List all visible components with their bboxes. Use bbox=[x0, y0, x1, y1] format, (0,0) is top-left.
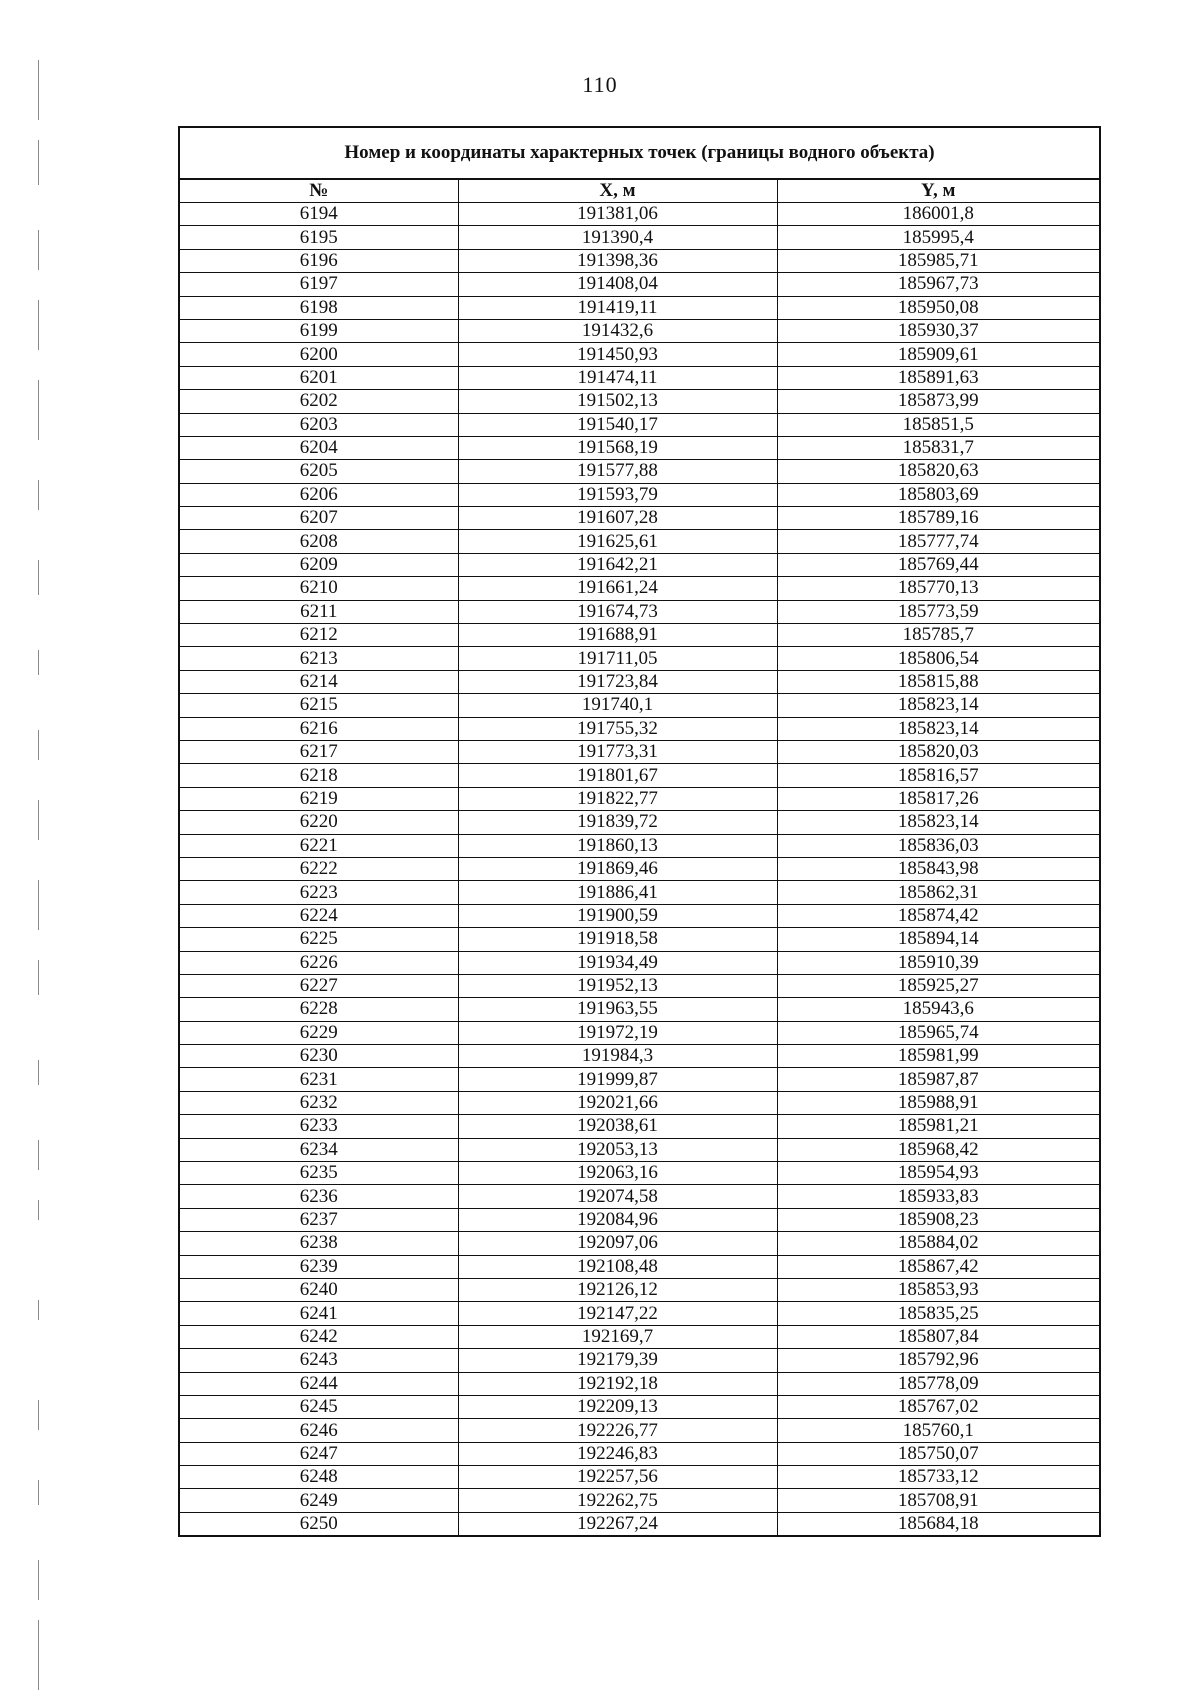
table-row bbox=[179, 1115, 1100, 1138]
coordinates-table bbox=[178, 126, 1101, 1537]
cell-x: 191999,87 bbox=[458, 1068, 777, 1091]
cell-point-number: 6244 bbox=[179, 1372, 458, 1395]
cell-y: 185954,93 bbox=[777, 1162, 1100, 1185]
cell-y: 185891,63 bbox=[777, 366, 1100, 389]
cell-point-number: 6226 bbox=[179, 951, 458, 974]
table-row bbox=[179, 951, 1100, 974]
cell-y: 185820,63 bbox=[777, 460, 1100, 483]
cell-y: 185853,93 bbox=[777, 1278, 1100, 1301]
table-row bbox=[179, 1208, 1100, 1231]
table-row bbox=[179, 366, 1100, 389]
cell-point-number: 6215 bbox=[179, 694, 458, 717]
cell-x: 191419,11 bbox=[458, 296, 777, 319]
scan-artifact-line bbox=[38, 1140, 39, 1170]
table-row bbox=[179, 553, 1100, 576]
cell-y: 185985,71 bbox=[777, 249, 1100, 272]
cell-x: 191963,55 bbox=[458, 998, 777, 1021]
cell-y: 185817,26 bbox=[777, 787, 1100, 810]
scan-artifact-line bbox=[38, 1060, 39, 1085]
cell-x: 191432,6 bbox=[458, 319, 777, 342]
table-row bbox=[179, 436, 1100, 459]
cell-y: 185769,44 bbox=[777, 553, 1100, 576]
table-row bbox=[179, 1489, 1100, 1512]
cell-y: 185773,59 bbox=[777, 600, 1100, 623]
cell-x: 192226,77 bbox=[458, 1419, 777, 1442]
cell-point-number: 6225 bbox=[179, 928, 458, 951]
cell-point-number: 6230 bbox=[179, 1045, 458, 1068]
cell-point-number: 6221 bbox=[179, 834, 458, 857]
cell-point-number: 6204 bbox=[179, 436, 458, 459]
cell-point-number: 6232 bbox=[179, 1091, 458, 1114]
table-row bbox=[179, 343, 1100, 366]
table-row bbox=[179, 998, 1100, 1021]
table-header-row bbox=[179, 179, 1100, 203]
cell-point-number: 6241 bbox=[179, 1302, 458, 1325]
cell-point-number: 6227 bbox=[179, 974, 458, 997]
cell-y: 185806,54 bbox=[777, 647, 1100, 670]
cell-x: 192084,96 bbox=[458, 1208, 777, 1231]
table-row bbox=[179, 319, 1100, 342]
cell-point-number: 6243 bbox=[179, 1349, 458, 1372]
table-row bbox=[179, 857, 1100, 880]
cell-x: 191450,93 bbox=[458, 343, 777, 366]
cell-x: 192126,12 bbox=[458, 1278, 777, 1301]
table-row bbox=[179, 1325, 1100, 1348]
header-number: № bbox=[179, 179, 458, 203]
cell-point-number: 6205 bbox=[179, 460, 458, 483]
cell-x: 191642,21 bbox=[458, 553, 777, 576]
cell-point-number: 6216 bbox=[179, 717, 458, 740]
table-caption: Номер и координаты характерных точек (границы водного объекта) bbox=[179, 127, 1100, 179]
cell-y: 185843,98 bbox=[777, 857, 1100, 880]
table-row bbox=[179, 1232, 1100, 1255]
cell-y: 185733,12 bbox=[777, 1466, 1100, 1489]
cell-y: 185836,03 bbox=[777, 834, 1100, 857]
cell-x: 191474,11 bbox=[458, 366, 777, 389]
cell-x: 192108,48 bbox=[458, 1255, 777, 1278]
cell-x: 191952,13 bbox=[458, 974, 777, 997]
cell-point-number: 6199 bbox=[179, 319, 458, 342]
cell-y: 185789,16 bbox=[777, 507, 1100, 530]
cell-x: 192053,13 bbox=[458, 1138, 777, 1161]
table-row bbox=[179, 249, 1100, 272]
scan-artifact-line bbox=[38, 140, 39, 185]
cell-y: 185820,03 bbox=[777, 740, 1100, 763]
cell-point-number: 6198 bbox=[179, 296, 458, 319]
cell-x: 191568,19 bbox=[458, 436, 777, 459]
table-row bbox=[179, 1138, 1100, 1161]
cell-x: 191674,73 bbox=[458, 600, 777, 623]
scan-artifact-line bbox=[38, 480, 39, 510]
cell-y: 185807,84 bbox=[777, 1325, 1100, 1348]
cell-x: 192209,13 bbox=[458, 1395, 777, 1418]
cell-x: 191918,58 bbox=[458, 928, 777, 951]
cell-y: 185910,39 bbox=[777, 951, 1100, 974]
scan-artifact-line bbox=[38, 1300, 39, 1320]
cell-x: 191408,04 bbox=[458, 273, 777, 296]
scan-artifact-line bbox=[38, 1480, 39, 1505]
cell-y: 185988,91 bbox=[777, 1091, 1100, 1114]
table-row bbox=[179, 811, 1100, 834]
cell-point-number: 6223 bbox=[179, 881, 458, 904]
table-row bbox=[179, 1045, 1100, 1068]
scan-artifact-line bbox=[38, 1200, 39, 1220]
cell-x: 191972,19 bbox=[458, 1021, 777, 1044]
table-row bbox=[179, 1278, 1100, 1301]
header-x: X, м bbox=[458, 179, 777, 203]
cell-y: 185995,4 bbox=[777, 226, 1100, 249]
cell-x: 191822,77 bbox=[458, 787, 777, 810]
cell-x: 191502,13 bbox=[458, 390, 777, 413]
cell-point-number: 6201 bbox=[179, 366, 458, 389]
table-row bbox=[179, 1185, 1100, 1208]
cell-y: 185873,99 bbox=[777, 390, 1100, 413]
page-number: 110 bbox=[582, 72, 618, 97]
cell-point-number: 6222 bbox=[179, 857, 458, 880]
cell-x: 191625,61 bbox=[458, 530, 777, 553]
cell-y: 185760,1 bbox=[777, 1419, 1100, 1442]
cell-x: 191577,88 bbox=[458, 460, 777, 483]
cell-y: 185831,7 bbox=[777, 436, 1100, 459]
cell-y: 185816,57 bbox=[777, 764, 1100, 787]
cell-x: 192074,58 bbox=[458, 1185, 777, 1208]
cell-point-number: 6206 bbox=[179, 483, 458, 506]
scan-artifact-line bbox=[38, 1400, 39, 1430]
cell-point-number: 6242 bbox=[179, 1325, 458, 1348]
cell-y: 185943,6 bbox=[777, 998, 1100, 1021]
cell-point-number: 6195 bbox=[179, 226, 458, 249]
cell-x: 191934,49 bbox=[458, 951, 777, 974]
cell-point-number: 6224 bbox=[179, 904, 458, 927]
table-row bbox=[179, 881, 1100, 904]
cell-point-number: 6249 bbox=[179, 1489, 458, 1512]
cell-point-number: 6250 bbox=[179, 1512, 458, 1536]
table-row bbox=[179, 1302, 1100, 1325]
cell-point-number: 6213 bbox=[179, 647, 458, 670]
cell-y: 185823,14 bbox=[777, 694, 1100, 717]
cell-point-number: 6240 bbox=[179, 1278, 458, 1301]
cell-y: 185909,61 bbox=[777, 343, 1100, 366]
table-row bbox=[179, 1349, 1100, 1372]
table-row bbox=[179, 390, 1100, 413]
scan-artifact-line bbox=[38, 300, 39, 350]
cell-point-number: 6229 bbox=[179, 1021, 458, 1044]
scan-artifact-line bbox=[38, 960, 39, 995]
scan-artifact-line bbox=[38, 650, 39, 675]
cell-point-number: 6239 bbox=[179, 1255, 458, 1278]
cell-y: 185987,87 bbox=[777, 1068, 1100, 1091]
cell-y: 185981,99 bbox=[777, 1045, 1100, 1068]
table-row bbox=[179, 1091, 1100, 1114]
table-row bbox=[179, 1372, 1100, 1395]
cell-y: 185925,27 bbox=[777, 974, 1100, 997]
table-row bbox=[179, 1419, 1100, 1442]
cell-point-number: 6237 bbox=[179, 1208, 458, 1231]
cell-x: 191886,41 bbox=[458, 881, 777, 904]
cell-y: 185884,02 bbox=[777, 1232, 1100, 1255]
cell-y: 185823,14 bbox=[777, 717, 1100, 740]
cell-y: 185803,69 bbox=[777, 483, 1100, 506]
cell-point-number: 6231 bbox=[179, 1068, 458, 1091]
cell-y: 185708,91 bbox=[777, 1489, 1100, 1512]
cell-x: 191398,36 bbox=[458, 249, 777, 272]
table-row bbox=[179, 647, 1100, 670]
table-row bbox=[179, 1255, 1100, 1278]
cell-y: 185851,5 bbox=[777, 413, 1100, 436]
cell-y: 185823,14 bbox=[777, 811, 1100, 834]
cell-y: 185684,18 bbox=[777, 1512, 1100, 1536]
cell-x: 191540,17 bbox=[458, 413, 777, 436]
cell-y: 185874,42 bbox=[777, 904, 1100, 927]
table-row bbox=[179, 1512, 1100, 1536]
cell-point-number: 6212 bbox=[179, 624, 458, 647]
scan-artifact-line bbox=[38, 1560, 39, 1600]
cell-y: 185750,07 bbox=[777, 1442, 1100, 1465]
cell-x: 192169,7 bbox=[458, 1325, 777, 1348]
table-row bbox=[179, 507, 1100, 530]
cell-point-number: 6208 bbox=[179, 530, 458, 553]
cell-y: 185965,74 bbox=[777, 1021, 1100, 1044]
table-row bbox=[179, 203, 1100, 226]
table-row bbox=[179, 834, 1100, 857]
cell-point-number: 6214 bbox=[179, 670, 458, 693]
table-row bbox=[179, 624, 1100, 647]
scan-artifact-line bbox=[38, 560, 39, 595]
cell-x: 191711,05 bbox=[458, 647, 777, 670]
cell-y: 185968,42 bbox=[777, 1138, 1100, 1161]
cell-point-number: 6235 bbox=[179, 1162, 458, 1185]
cell-point-number: 6248 bbox=[179, 1466, 458, 1489]
cell-point-number: 6203 bbox=[179, 413, 458, 436]
table-row bbox=[179, 530, 1100, 553]
cell-point-number: 6234 bbox=[179, 1138, 458, 1161]
cell-x: 192262,75 bbox=[458, 1489, 777, 1512]
cell-point-number: 6209 bbox=[179, 553, 458, 576]
table-row bbox=[179, 483, 1100, 506]
cell-point-number: 6217 bbox=[179, 740, 458, 763]
cell-x: 191661,24 bbox=[458, 577, 777, 600]
table-row bbox=[179, 740, 1100, 763]
cell-x: 191740,1 bbox=[458, 694, 777, 717]
cell-point-number: 6194 bbox=[179, 203, 458, 226]
cell-y: 185767,02 bbox=[777, 1395, 1100, 1418]
table-row bbox=[179, 1068, 1100, 1091]
cell-y: 185862,31 bbox=[777, 881, 1100, 904]
table-row bbox=[179, 460, 1100, 483]
cell-x: 191839,72 bbox=[458, 811, 777, 834]
table-row bbox=[179, 226, 1100, 249]
header-y: Y, м bbox=[777, 179, 1100, 203]
cell-x: 191869,46 bbox=[458, 857, 777, 880]
cell-y: 185778,09 bbox=[777, 1372, 1100, 1395]
cell-x: 192267,24 bbox=[458, 1512, 777, 1536]
table-row bbox=[179, 577, 1100, 600]
cell-y: 185950,08 bbox=[777, 296, 1100, 319]
table-row bbox=[179, 928, 1100, 951]
scan-artifact-line bbox=[38, 230, 39, 270]
cell-x: 192257,56 bbox=[458, 1466, 777, 1489]
cell-x: 191593,79 bbox=[458, 483, 777, 506]
table-row bbox=[179, 764, 1100, 787]
cell-x: 192246,83 bbox=[458, 1442, 777, 1465]
cell-y: 185785,7 bbox=[777, 624, 1100, 647]
cell-point-number: 6220 bbox=[179, 811, 458, 834]
table-row bbox=[179, 1021, 1100, 1044]
cell-point-number: 6238 bbox=[179, 1232, 458, 1255]
cell-point-number: 6245 bbox=[179, 1395, 458, 1418]
cell-point-number: 6233 bbox=[179, 1115, 458, 1138]
cell-point-number: 6228 bbox=[179, 998, 458, 1021]
cell-point-number: 6197 bbox=[179, 273, 458, 296]
cell-x: 191723,84 bbox=[458, 670, 777, 693]
cell-point-number: 6218 bbox=[179, 764, 458, 787]
table-row bbox=[179, 1442, 1100, 1465]
cell-y: 185930,37 bbox=[777, 319, 1100, 342]
cell-x: 192021,66 bbox=[458, 1091, 777, 1114]
cell-point-number: 6246 bbox=[179, 1419, 458, 1442]
cell-y: 185777,74 bbox=[777, 530, 1100, 553]
cell-point-number: 6236 bbox=[179, 1185, 458, 1208]
cell-point-number: 6207 bbox=[179, 507, 458, 530]
table-row bbox=[179, 273, 1100, 296]
table-row bbox=[179, 904, 1100, 927]
cell-y: 185792,96 bbox=[777, 1349, 1100, 1372]
cell-x: 191773,31 bbox=[458, 740, 777, 763]
table-row bbox=[179, 1162, 1100, 1185]
cell-y: 185835,25 bbox=[777, 1302, 1100, 1325]
cell-x: 191860,13 bbox=[458, 834, 777, 857]
scan-artifact-line bbox=[38, 380, 39, 440]
cell-x: 191755,32 bbox=[458, 717, 777, 740]
cell-x: 191688,91 bbox=[458, 624, 777, 647]
cell-x: 192063,16 bbox=[458, 1162, 777, 1185]
cell-point-number: 6202 bbox=[179, 390, 458, 413]
scan-artifact-line bbox=[38, 730, 39, 760]
cell-y: 185967,73 bbox=[777, 273, 1100, 296]
cell-x: 191607,28 bbox=[458, 507, 777, 530]
cell-point-number: 6219 bbox=[179, 787, 458, 810]
cell-y: 185770,13 bbox=[777, 577, 1100, 600]
table-row bbox=[179, 974, 1100, 997]
cell-y: 185908,23 bbox=[777, 1208, 1100, 1231]
cell-x: 191984,3 bbox=[458, 1045, 777, 1068]
cell-x: 192038,61 bbox=[458, 1115, 777, 1138]
table-row bbox=[179, 694, 1100, 717]
table-row bbox=[179, 413, 1100, 436]
scan-artifact-line bbox=[38, 1620, 39, 1690]
cell-x: 192097,06 bbox=[458, 1232, 777, 1255]
table-row bbox=[179, 600, 1100, 623]
cell-y: 185981,21 bbox=[777, 1115, 1100, 1138]
scan-artifact-line bbox=[38, 800, 39, 840]
cell-x: 192179,39 bbox=[458, 1349, 777, 1372]
table-row bbox=[179, 1466, 1100, 1489]
table-row bbox=[179, 670, 1100, 693]
cell-point-number: 6211 bbox=[179, 600, 458, 623]
table-row bbox=[179, 787, 1100, 810]
cell-point-number: 6210 bbox=[179, 577, 458, 600]
cell-point-number: 6247 bbox=[179, 1442, 458, 1465]
table-row bbox=[179, 1395, 1100, 1418]
cell-x: 191390,4 bbox=[458, 226, 777, 249]
cell-y: 186001,8 bbox=[777, 203, 1100, 226]
cell-y: 185894,14 bbox=[777, 928, 1100, 951]
scan-artifact-line bbox=[38, 880, 39, 930]
cell-x: 191801,67 bbox=[458, 764, 777, 787]
cell-y: 185933,83 bbox=[777, 1185, 1100, 1208]
cell-x: 191381,06 bbox=[458, 203, 777, 226]
cell-point-number: 6200 bbox=[179, 343, 458, 366]
cell-x: 192147,22 bbox=[458, 1302, 777, 1325]
cell-x: 192192,18 bbox=[458, 1372, 777, 1395]
cell-y: 185815,88 bbox=[777, 670, 1100, 693]
table-row bbox=[179, 296, 1100, 319]
table-row bbox=[179, 717, 1100, 740]
cell-point-number: 6196 bbox=[179, 249, 458, 272]
cell-x: 191900,59 bbox=[458, 904, 777, 927]
cell-y: 185867,42 bbox=[777, 1255, 1100, 1278]
